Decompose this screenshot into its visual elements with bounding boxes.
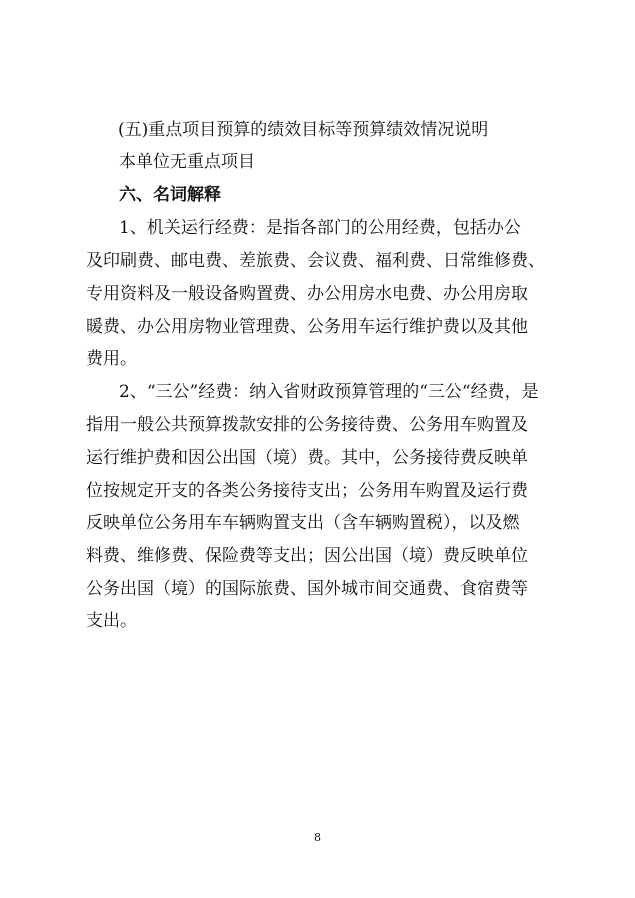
item1-line-2: 及印刷费、邮电费、差旅费、会议费、福利费、日常维修费、 — [86, 251, 545, 271]
item2-line-3: 运行维护费和因公出国（境）费。其中，公务接待费反映单 — [86, 448, 528, 468]
item1-line-1: 1、机关运行经费：是指各部门的公用经费，包括办公 — [119, 218, 521, 238]
item2-line-4: 位按规定开支的各类公务接待支出；公务用车购置及运行费 — [86, 481, 528, 501]
item2-line-6: 料费、维修费、保险费等支出；因公出国（境）费反映单位 — [86, 546, 528, 566]
section6-heading: 六、名词解释 — [119, 185, 221, 205]
item2-line-2: 指用一般公共预算拨款安排的公务接待费、公务用车购置及 — [86, 415, 528, 435]
section5-heading: (五)重点项目预算的绩效目标等预算绩效情况说明 — [118, 120, 489, 140]
item1-line-4: 暖费、办公用房物业管理费、公务用车运行维护费以及其他 — [86, 317, 528, 337]
section5-body: 本单位无重点项目 — [119, 152, 255, 172]
item1-line-5: 费用。 — [86, 349, 137, 369]
page-number: 8 — [314, 831, 321, 844]
item1-line-3: 专用资料及一般设备购置费、办公用房水电费、办公用房取 — [86, 284, 528, 304]
item2-line-5: 反映单位公务用车车辆购置支出（含车辆购置税），以及燃 — [86, 513, 520, 533]
item2-line-7: 公务出国（境）的国际旅费、国外城市间交通费、食宿费等 — [86, 579, 528, 599]
item2-line-8: 支出。 — [86, 611, 137, 631]
item2-line-1: 2、“三公”经费：纳入省财政预算管理的“三公“经费，是 — [119, 382, 539, 402]
